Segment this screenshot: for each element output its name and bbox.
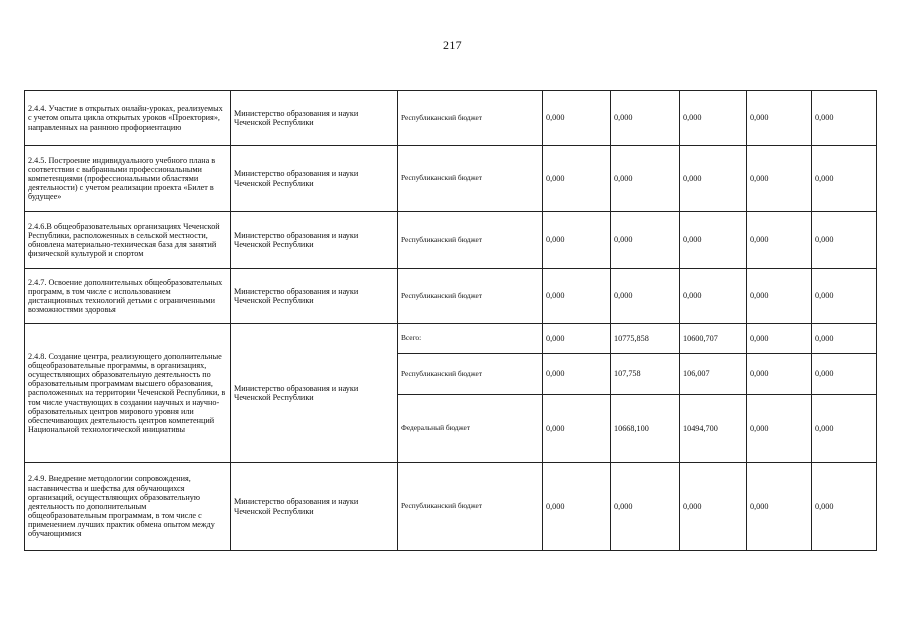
activity-executor: Министерство образования и науки Чеченской Республики — [231, 146, 398, 212]
funding-source: Республиканский бюджет — [398, 463, 543, 551]
funding-value-year-2: 10775,858 — [611, 324, 680, 354]
funding-value-year-2: 0,000 — [611, 212, 680, 269]
funding-value-year-5: 0,000 — [812, 395, 877, 463]
funding-value-year-4: 0,000 — [747, 91, 812, 146]
funding-value-year-2: 0,000 — [611, 463, 680, 551]
table-body — [25, 91, 877, 551]
funding-source: Всего: — [398, 324, 543, 354]
funding-value-year-2: 107,758 — [611, 354, 680, 395]
funding-value-year-3: 0,000 — [680, 146, 747, 212]
funding-value-year-4: 0,000 — [747, 354, 812, 395]
funding-value-year-2: 10668,100 — [611, 395, 680, 463]
funding-value-year-5: 0,000 — [812, 354, 877, 395]
funding-value-year-4: 0,000 — [747, 212, 812, 269]
activity-executor: Министерство образования и науки Чеченской Республики — [231, 212, 398, 269]
funding-value-year-5: 0,000 — [812, 269, 877, 324]
funding-value-year-4: 0,000 — [747, 146, 812, 212]
activity-description: 2.4.5. Построение индивидуального учебного плана в соответствии с выбранными профессиональными компетенциями (профессиональными областями деятельности) с учетом реализации проекта «Билет в будущее» — [25, 146, 231, 212]
funding-value-year-3: 0,000 — [680, 463, 747, 551]
funding-value-year-4: 0,000 — [747, 463, 812, 551]
funding-source: Республиканский бюджет — [398, 146, 543, 212]
table-row — [25, 91, 877, 146]
table-row — [25, 269, 877, 324]
activity-description: 2.4.7. Освоение дополнительных общеобразовательных программ, в том числе с использованием дистанционных технологий детьми с ограниченными возможностями здоровья — [25, 269, 231, 324]
funding-value-year-3: 106,007 — [680, 354, 747, 395]
funding-value-year-1: 0,000 — [543, 91, 611, 146]
funding-source: Республиканский бюджет — [398, 269, 543, 324]
funding-value-year-2: 0,000 — [611, 146, 680, 212]
funding-value-year-3: 10494,700 — [680, 395, 747, 463]
funding-value-year-1: 0,000 — [543, 395, 611, 463]
funding-value-year-1: 0,000 — [543, 146, 611, 212]
activity-description: 2.4.9. Внедрение методологии сопровождения, наставничества и шефства для обучающихся организаций, осуществляющих образовательную деятельность по дополнительным общеобразовательным программам, в том числе с применением лучших практик обмена опытом между обучающимися — [25, 463, 231, 551]
funding-source: Республиканский бюджет — [398, 212, 543, 269]
funding-value-year-1: 0,000 — [543, 354, 611, 395]
activity-description: 2.4.8. Создание центра, реализующего дополнительные общеобразовательные программы, в организациях, осуществляющих образовательную деятельность по образовательным программам высшего образования, расположенных на территории Чеченской Республики, в том числе участвующих в создании научных и научно-образовательных центров мирового уровня или обеспечивающих деятельность центров компетенций Национальной технологической инициативы — [25, 324, 231, 463]
funding-source: Республиканский бюджет — [398, 91, 543, 146]
table-row — [25, 463, 877, 551]
activity-description: 2.4.4. Участие в открытых онлайн-уроках, реализуемых с учетом опыта цикла открытых уроков «Проектория», направленных на раннюю профориентацию — [25, 91, 231, 146]
activity-executor: Министерство образования и науки Чеченской Республики — [231, 269, 398, 324]
funding-value-year-1: 0,000 — [543, 269, 611, 324]
funding-value-year-5: 0,000 — [812, 146, 877, 212]
funding-value-year-4: 0,000 — [747, 324, 812, 354]
funding-value-year-1: 0,000 — [543, 212, 611, 269]
funding-value-year-5: 0,000 — [812, 91, 877, 146]
activity-executor: Министерство образования и науки Чеченской Республики — [231, 91, 398, 146]
funding-value-year-4: 0,000 — [747, 395, 812, 463]
funding-value-year-5: 0,000 — [812, 324, 877, 354]
funding-source: Республиканский бюджет — [398, 354, 543, 395]
funding-value-year-1: 0,000 — [543, 463, 611, 551]
funding-value-year-3: 10600,707 — [680, 324, 747, 354]
funding-source: Федеральный бюджет — [398, 395, 543, 463]
table-row — [25, 146, 877, 212]
funding-value-year-5: 0,000 — [812, 212, 877, 269]
funding-value-year-3: 0,000 — [680, 212, 747, 269]
funding-value-year-1: 0,000 — [543, 324, 611, 354]
activity-executor: Министерство образования и науки Чеченской Республики — [231, 463, 398, 551]
funding-value-year-2: 0,000 — [611, 91, 680, 146]
funding-value-year-5: 0,000 — [812, 463, 877, 551]
funding-value-year-3: 0,000 — [680, 91, 747, 146]
page-number: 217 — [443, 38, 462, 52]
activity-description: 2.4.6.В общеобразовательных организациях Чеченской Республики, расположенных в сельской местности, обновлена материально-техническая база для занятий физической культурой и спортом — [25, 212, 231, 269]
funding-value-year-4: 0,000 — [747, 269, 812, 324]
table-row — [25, 212, 877, 269]
table-row — [25, 324, 877, 354]
activity-executor: Министерство образования и науки Чеченской Республики — [231, 324, 398, 463]
funding-value-year-2: 0,000 — [611, 269, 680, 324]
program-activities-table — [24, 90, 877, 551]
funding-value-year-3: 0,000 — [680, 269, 747, 324]
